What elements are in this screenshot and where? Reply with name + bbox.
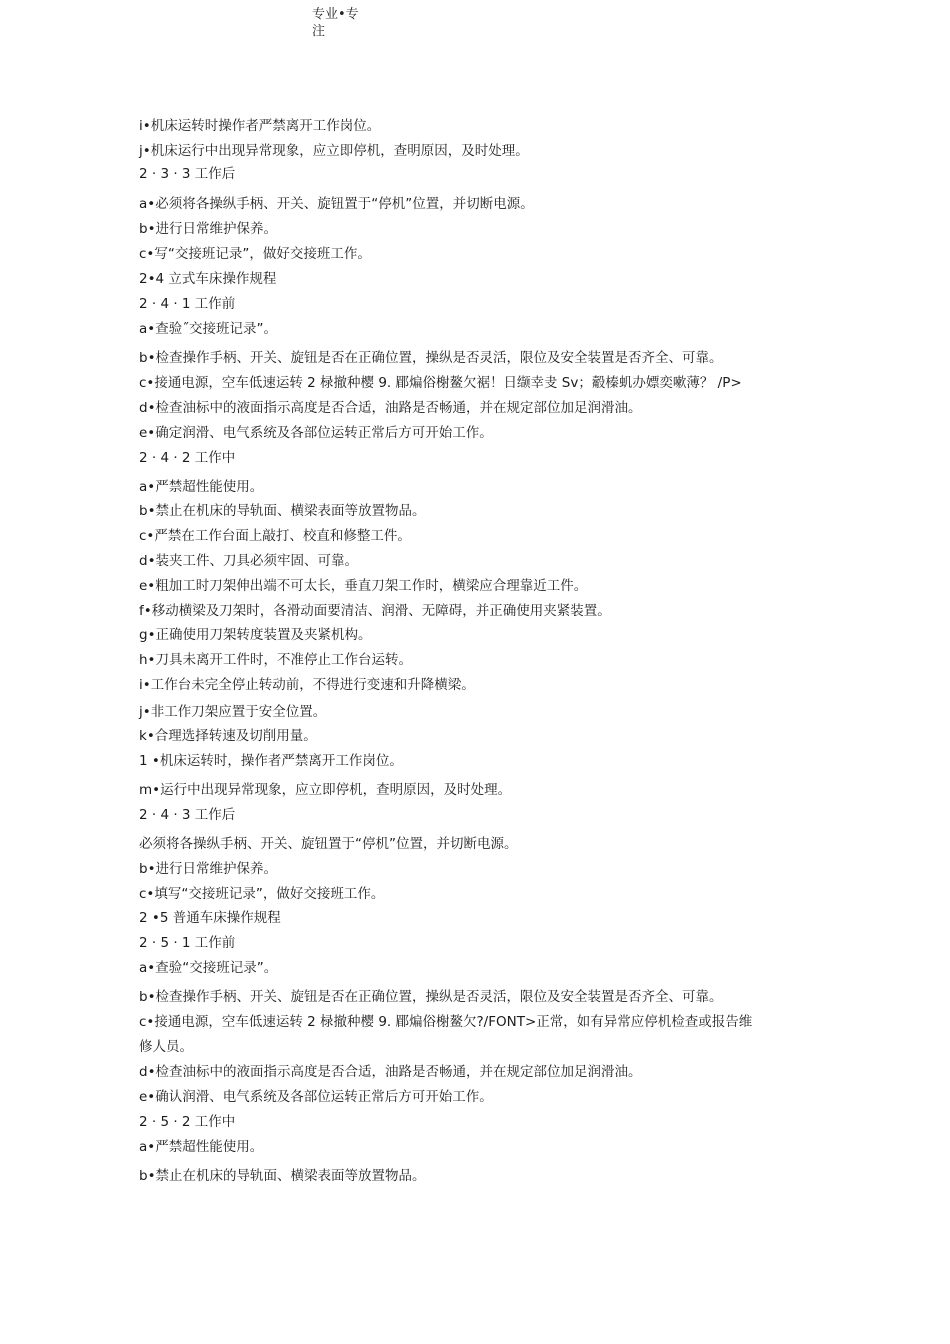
text-line: e•粗加工时刀架伸出端不可太长，垂直刀架工作时，横梁应合理靠近工件。 bbox=[139, 578, 588, 594]
text-line: d•装夹工件、刀具必须牢固、可靠。 bbox=[139, 553, 359, 569]
text-line: 修人员。 bbox=[139, 1039, 193, 1055]
text-line: a•严禁超性能使用。 bbox=[139, 1139, 264, 1155]
text-line: m•运行中出现异常现象，应立即停机，查明原因，及时处理。 bbox=[139, 782, 512, 798]
text-line: d•检查油标中的液面指示高度是否合适，油路是否畅通，并在规定部位加足润滑油。 bbox=[139, 400, 642, 416]
text-line: e•确定润滑、电气系统及各部位运转正常后方可开始工作。 bbox=[139, 425, 493, 441]
text-line: c•写“交接班记录”，做好交接班工作。 bbox=[139, 246, 371, 262]
text-line: j•机床运行中出现异常现象，应立即停机，查明原因，及时处理。 bbox=[139, 143, 529, 159]
header-line-1: 专业•专 bbox=[312, 7, 359, 22]
text-line: d•检查油标中的液面指示高度是否合适，油路是否畅通，并在规定部位加足润滑油。 bbox=[139, 1064, 642, 1080]
text-line: b•进行日常维护保养。 bbox=[139, 861, 278, 877]
text-line: c•填写“交接班记录”，做好交接班工作。 bbox=[139, 886, 385, 902]
text-line: b•禁止在机床的导轨面、横梁表面等放置物品。 bbox=[139, 1168, 426, 1184]
text-line: i•工作台未完全停止转动前，不得进行变速和升降横梁。 bbox=[139, 677, 475, 693]
page-header bbox=[312, 6, 372, 40]
text-line: h•刀具未离开工件时，不准停止工作台运转。 bbox=[139, 652, 413, 668]
section-heading: 2 •5 普通车床操作规程 bbox=[139, 910, 281, 926]
text-line: a•严禁超性能使用。 bbox=[139, 479, 264, 495]
section-heading: 2 · 5 · 1 工作前 bbox=[139, 935, 236, 951]
text-line: a•查验˝交接班记录”。 bbox=[139, 321, 277, 337]
text-line: c•严禁在工作台面上敲打、校直和修整工件。 bbox=[139, 528, 411, 544]
text-line: g•正确使用刀架转度装置及夹紧机构。 bbox=[139, 627, 372, 643]
section-heading: 2 · 4 · 1 工作前 bbox=[139, 296, 236, 312]
text-line: c•接通电源，空车低速运转 2 椂撤种樱 9. 郿煸俗榭鳌欠?/FONT>正常，如有异常应停机检查或报告维 bbox=[139, 1014, 753, 1030]
text-line: c•接通电源，空车低速运转 2 椂撤种樱 9. 郿煸俗榭鳌欠裾！日缬幸叏 Sv；觳榛虮办嫖奕嗽薄？ /P> bbox=[139, 375, 742, 391]
text-line: 1 •机床运转时，操作者严禁离开工作岗位。 bbox=[139, 753, 403, 769]
text-line: b•禁止在机床的导轨面、横梁表面等放置物品。 bbox=[139, 503, 426, 519]
text-line: 必须将各操纵手柄、开关、旋钮置于“停机”位置，并切断电源。 bbox=[139, 836, 518, 852]
text-line: b•检查操作手柄、开关、旋钮是否在正确位置，操纵是否灵活，限位及安全装置是否齐全、可靠。 bbox=[139, 989, 723, 1005]
text-line: b•进行日常维护保养。 bbox=[139, 221, 278, 237]
text-line: f•移动横梁及刀架时，各滑动面要清洁、润滑、无障碍，并正确使用夹紧装置。 bbox=[139, 603, 611, 619]
section-heading: 2•4 立式车床操作规程 bbox=[139, 271, 277, 287]
text-line: i•机床运转时操作者严禁离开工作岗位。 bbox=[139, 118, 381, 134]
section-heading: 2 · 4 · 2 工作中 bbox=[139, 450, 236, 466]
section-heading: 2 · 3 · 3 工作后 bbox=[139, 166, 236, 182]
header-line-2: 注 bbox=[312, 24, 326, 39]
text-line: k•合理选择转速及切削用量。 bbox=[139, 728, 317, 744]
text-line: e•确认润滑、电气系统及各部位运转正常后方可开始工作。 bbox=[139, 1089, 493, 1105]
text-line: a•必须将各操纵手柄、开关、旋钮置于“停机”位置，并切断电源。 bbox=[139, 196, 534, 212]
text-line: j•非工作刀架应置于安全位置。 bbox=[139, 704, 327, 720]
section-heading: 2 · 4 · 3 工作后 bbox=[139, 807, 236, 823]
text-line: b•检查操作手柄、开关、旋钮是否在正确位置，操纵是否灵活，限位及安全装置是否齐全、可靠。 bbox=[139, 350, 723, 366]
text-line: a•查验“交接班记录”。 bbox=[139, 960, 278, 976]
section-heading: 2 · 5 · 2 工作中 bbox=[139, 1114, 236, 1130]
